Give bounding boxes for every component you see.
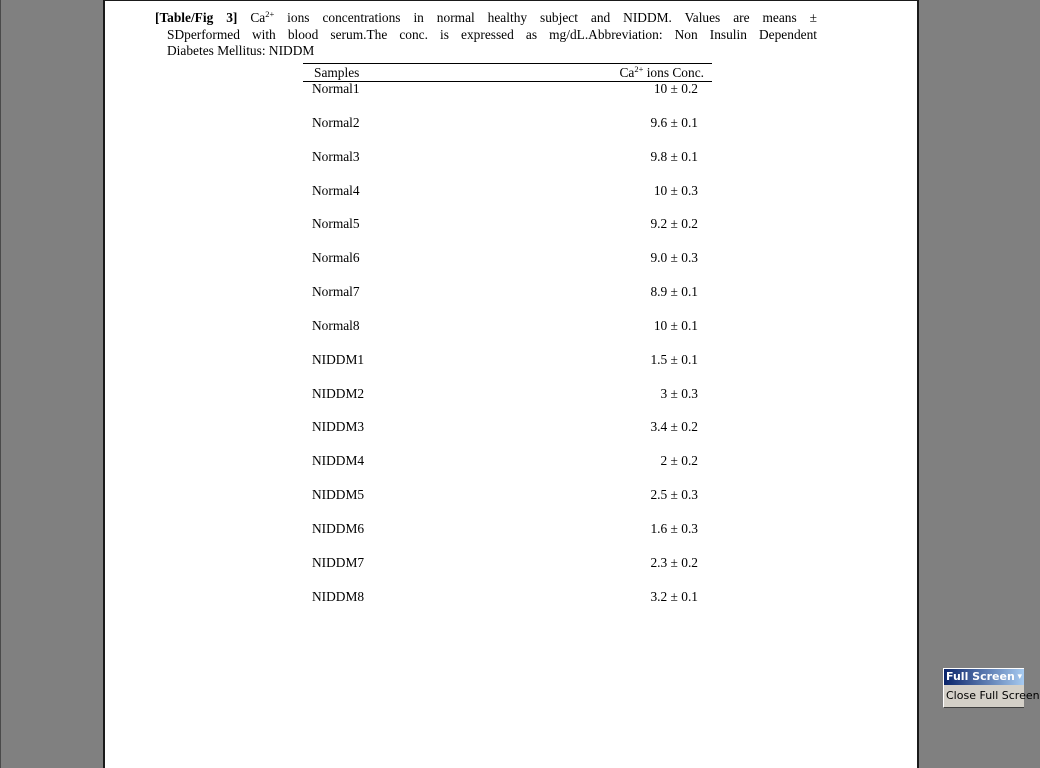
concentration-value: 10 ± 0.3 xyxy=(653,182,698,198)
concentration-value: 1.5 ± 0.1 xyxy=(650,351,698,367)
sample-name: NIDDM6 xyxy=(312,520,365,536)
table-row xyxy=(303,150,712,184)
concentration-value: 9.6 ± 0.1 xyxy=(650,114,698,130)
header-conc-ca: Ca xyxy=(619,65,635,80)
concentration-value: 1.6 ± 0.3 xyxy=(650,520,698,536)
concentration-value: 2.3 ± 0.2 xyxy=(650,554,698,570)
caption-superscript: 2+ xyxy=(265,9,275,19)
header-conc-text: ions Conc. xyxy=(643,65,704,80)
caption-line-3: Diabetes Mellitus: NIDDM xyxy=(167,43,315,58)
sample-name: Normal2 xyxy=(312,114,360,130)
concentration-value: 3 ± 0.3 xyxy=(660,385,698,401)
caption-line-1 xyxy=(155,10,817,27)
concentration-value: 3.4 ± 0.2 xyxy=(650,419,698,435)
concentration-value: 8.9 ± 0.1 xyxy=(650,284,698,300)
sample-name: Normal3 xyxy=(312,148,360,164)
header-concentration xyxy=(619,64,704,81)
sample-name: Normal6 xyxy=(312,250,360,266)
table-row xyxy=(303,454,712,488)
fullscreen-toolbar xyxy=(943,668,1040,708)
table-row xyxy=(303,285,712,319)
concentration-value: 3.2 ± 0.1 xyxy=(650,588,698,604)
sample-name: Normal8 xyxy=(312,317,360,333)
caption-ca: Ca xyxy=(237,10,266,25)
table-row xyxy=(303,319,712,353)
sample-name: NIDDM1 xyxy=(312,351,365,367)
sample-name: Normal7 xyxy=(312,284,360,300)
sample-name: NIDDM8 xyxy=(312,588,365,604)
document-page xyxy=(103,0,919,768)
sample-name: Normal1 xyxy=(312,81,360,96)
table-row xyxy=(303,217,712,251)
caption-line-2: SDperformed with blood serum.The conc. is expressed as mg/dL.Abbreviation: Non Insulin Dependent xyxy=(167,26,817,42)
concentration-value: 9.8 ± 0.1 xyxy=(650,148,698,164)
table-row xyxy=(303,556,712,590)
sample-name: NIDDM5 xyxy=(312,487,365,503)
sample-name: NIDDM4 xyxy=(312,453,365,469)
concentration-value: 10 ± 0.1 xyxy=(653,317,698,333)
table-row xyxy=(303,82,712,116)
concentration-value: 2 ± 0.2 xyxy=(660,453,698,469)
table-row xyxy=(303,420,712,454)
caption-number: 3] xyxy=(226,10,238,25)
data-table xyxy=(303,63,712,624)
header-samples: Samples xyxy=(314,65,360,80)
table-row xyxy=(303,488,712,522)
sample-name: NIDDM7 xyxy=(312,554,365,570)
viewer-left-edge xyxy=(0,0,1,768)
table-caption xyxy=(155,10,817,60)
table-row xyxy=(303,353,712,387)
table-header xyxy=(303,64,712,81)
sample-name: NIDDM2 xyxy=(312,385,365,401)
table-row xyxy=(303,590,712,624)
fullscreen-toolbar-title[interactable] xyxy=(944,669,1024,685)
table-row xyxy=(303,184,712,218)
chevron-down-icon[interactable]: ▾ xyxy=(1017,672,1022,682)
concentration-value: 2.5 ± 0.3 xyxy=(650,487,698,503)
header-conc-superscript: 2+ xyxy=(634,64,644,74)
sample-name: Normal5 xyxy=(312,216,360,232)
fullscreen-title-label: Full Screen xyxy=(946,670,1015,683)
sample-name: Normal4 xyxy=(312,182,360,198)
table-row xyxy=(303,251,712,285)
table-body xyxy=(303,82,712,624)
close-fullscreen-button[interactable]: Close Full Screen xyxy=(946,689,1040,702)
caption-label: [Table/Fig xyxy=(155,10,214,25)
table-row xyxy=(303,116,712,150)
concentration-value: 9.2 ± 0.2 xyxy=(650,216,698,232)
table-row xyxy=(303,387,712,421)
table-row xyxy=(303,522,712,556)
caption-line-1-text: ions concentrations in normal healthy subject and NIDDM. Values are means ± xyxy=(274,10,817,25)
concentration-value: 9.0 ± 0.3 xyxy=(650,250,698,266)
concentration-value: 10 ± 0.2 xyxy=(653,81,698,96)
sample-name: NIDDM3 xyxy=(312,419,365,435)
